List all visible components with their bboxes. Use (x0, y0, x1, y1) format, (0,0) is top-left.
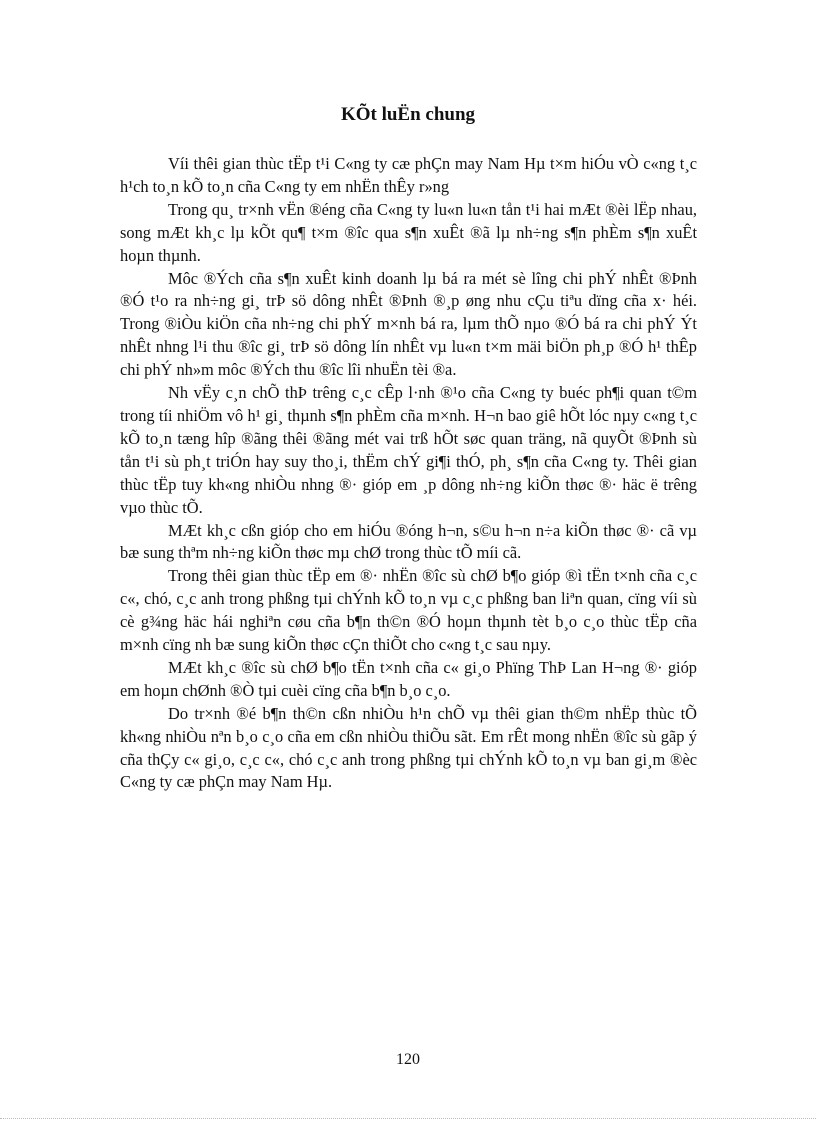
paragraph: Víi thêi gian thùc tËp t¹i C«ng ty cæ phÇn may Nam Hµ t×m hiÓu vÒ c«ng t¸c h¹ch to¸n kÕ to¸n cña C«ng ty em nhËn thÊy r»ng (120, 154, 697, 196)
paragraph: Môc ®Ých cña s¶n xuÊt kinh doanh lµ bá ra mét sè lîng chi phÝ nhÊt ®Þnh ®Ó t¹o ra nh÷ng gi¸ trÞ sö dông nhÊt ®Þnh ®¸p øng nhu cÇu tiªu dïng cña x· héi. Trong ®iÒu kiÖn cña nh÷ng chi phÝ m×nh bá ra, lµm thÕ nµo ®Ó bá ra chi phÝ Ýt nhÊt nhng l¹i thu ®îc gi¸ trÞ sö dông lín nhÊt vµ lu«n t×m mäi biÖn ph¸p ®Ó h¹ thÊp chi phÝ nh»m môc ®Ých thu ®îc lîi nhuËn tèi ®a. (120, 268, 697, 380)
page-bottom-border (0, 1118, 816, 1119)
page-title: KÕt luËn chung (340, 104, 476, 125)
body-text (120, 153, 697, 794)
page-number: 120 (396, 1051, 420, 1068)
paragraph: MÆt kh¸c ®îc sù chØ b¶o tËn t×nh cña c« gi¸o Phïng ThÞ Lan H¬ng ®· gióp em hoµn chØnh ®Ò tµi cuèi cïng cña b¶n b¸o c¸o. (120, 657, 697, 700)
paragraph: Nh vËy c¸n chÕ thÞ trêng c¸c cÊp l·nh ®¹o cña C«ng ty buéc ph¶i quan t©m trong tíi nhiÖm vô h¹ gi¸ thµnh s¶n phÈm cña m×nh. H¬n bao giê hÕt lóc nµy c«ng t¸c kÕ to¸n tæng hîp ®ãng thêi ®ãng mét vai trß hÕt søc quan träng, nã quyÕt ®Þnh sù tån t¹i sù ph¸t triÓn hay suy tho¸i, thËm chÝ gi¶i thÓ, ph¸ s¶n cña C«ng ty. Thêi gian thùc tËp tuy kh«ng nhiÒu nhng ®· gióp em ¸p dông nh÷ng kiÕn thøc ®· häc ë trêng vµo thùc tÕ. (120, 383, 697, 517)
paragraph: Do tr×nh ®é b¶n th©n cßn nhiÒu h¹n chÕ vµ thêi gian th©m nhËp thùc tÕ kh«ng nhiÒu nªn b¸o c¸o cña em cßn nhiÒu thiÕu sãt. Em rÊt mong nhËn ®îc sù gãp ý cña thÇy c« gi¸o, c¸c c«, chó c¸c anh trong phßng tµi chÝnh kÕ to¸n vµ ban gi¸m ®èc C«ng ty cæ phÇn may Nam Hµ. (120, 703, 697, 792)
paragraph: Trong thêi gian thùc tËp em ®· nhËn ®îc sù chØ b¶o gióp ®ì tËn t×nh cña c¸c c«, chó, c¸c anh trong phßng tµi chÝnh kÕ to¸n vµ c¸c phßng ban liªn quan, cïng víi sù cè g¾ng häc hái nghiªn cøu cña b¶n th©n ®Ó hoµn thµnh tèt b¸o c¸o thùc tËp cña m×nh cïng nh bæ sung kiÕn thøc cÇn thiÕt cho c«ng t¸c sau nµy. (120, 566, 697, 655)
paragraph: MÆt kh¸c cßn gióp cho em hiÓu ®óng h¬n, s©u h¬n n÷a kiÕn thøc ®· cã vµ bæ sung thªm nh÷ng kiÕn thøc mµ chØ trong thùc tÕ míi cã. (120, 520, 697, 563)
paragraph: Trong qu¸ tr×nh vËn ®éng cña C«ng ty lu«n lu«n tån t¹i hai mÆt ®èi lËp nhau, song mÆt kh¸c lµ kÕt qu¶ t×m ®îc qua s¶n xuÊt ®ã lµ nh÷ng s¶n phÈm s¶n xuÊt hoµn thµnh. (120, 199, 697, 265)
